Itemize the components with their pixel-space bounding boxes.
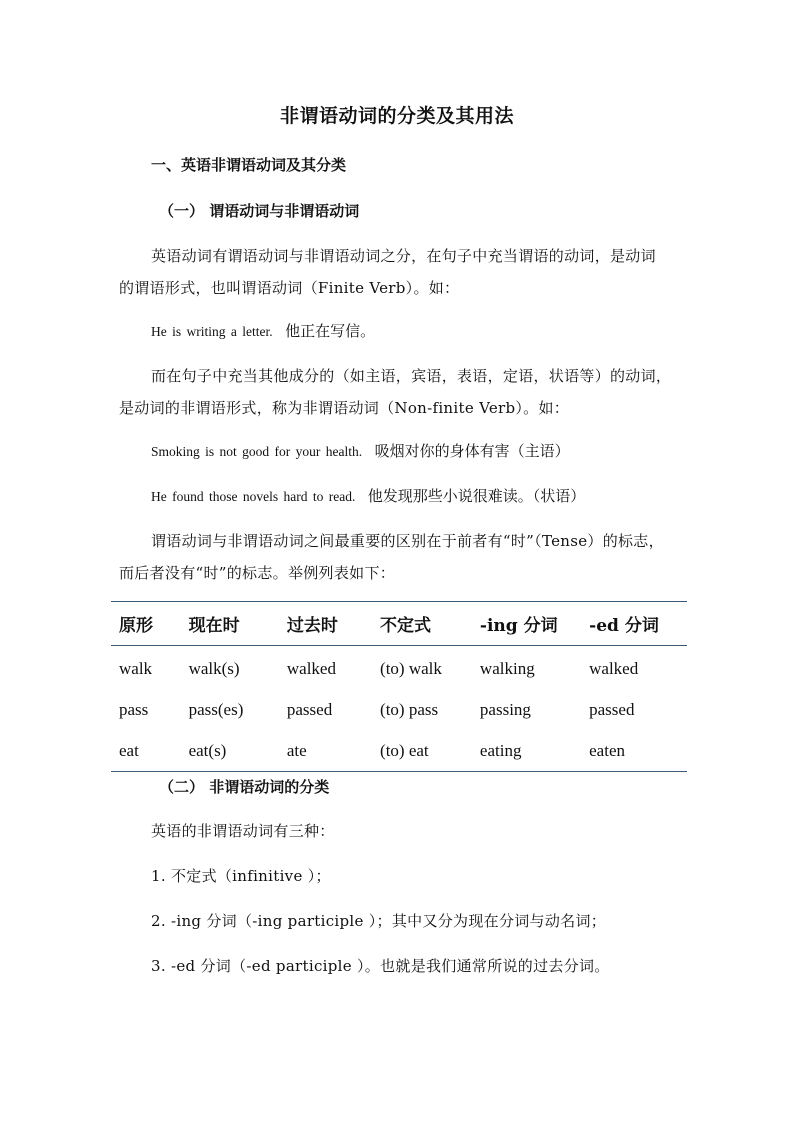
table-header-cell: -ed 分词 <box>589 616 659 636</box>
example-sentence-2 <box>151 441 570 462</box>
subsection-heading-1: （一） 谓语动词与非谓语动词 <box>159 202 360 220</box>
example-1-chinese: 他正在写信。 <box>285 322 376 340</box>
verb-forms-table <box>111 601 687 772</box>
table-cell: eating <box>479 740 522 760</box>
table-cell: pass <box>119 699 149 719</box>
table-cell: walk(s) <box>188 658 240 678</box>
table-header-cell: -ing 分词 <box>479 616 558 636</box>
example-3-chinese: 他发现那些小说很难读。（状语） <box>367 487 586 505</box>
table-cell: pass(es) <box>188 699 244 719</box>
table-cell: (to) walk <box>380 658 442 678</box>
table-cell: eaten <box>589 740 625 760</box>
table-header-cell: 过去时 <box>286 616 338 636</box>
example-1-english: He is writing a letter. <box>151 324 273 339</box>
table-cell: eat <box>119 740 139 760</box>
table-row <box>111 730 687 772</box>
table-row <box>111 689 687 730</box>
example-3-english: He found those novels hard to read. <box>151 489 356 504</box>
table-cell: walked <box>589 658 639 678</box>
example-sentence-3 <box>151 486 585 507</box>
table-header-row <box>111 602 687 646</box>
table-header-cell: 现在时 <box>188 616 240 636</box>
table-cell: (to) eat <box>380 740 429 760</box>
list-item: 2. -ing 分词（-ing participle ）；其中又分为现在分词与动名词； <box>151 912 607 930</box>
document-title: 非谓语动词的分类及其用法 <box>279 105 514 127</box>
example-sentence-1 <box>151 321 375 342</box>
paragraph-2-line-2: 是动词的非谓语形式，称为非谓语动词（Non-finite Verb）。如： <box>119 399 570 417</box>
paragraph-3-line-1: 谓语动词与非谓语动词之间最重要的区别在于前者有“时”（Tense）的标志， <box>151 532 664 550</box>
table-header-cell: 不定式 <box>380 616 432 636</box>
paragraph-1-line-2: 的谓语形式，也叫谓语动词（Finite Verb）。如： <box>119 279 460 297</box>
list-intro: 英语的非谓语动词有三种： <box>151 822 335 840</box>
example-2-english: Smoking is not good for your health. <box>151 444 363 459</box>
subsection-heading-2: （二） 非谓语动词的分类 <box>159 778 330 796</box>
table-cell: passed <box>589 699 635 719</box>
list-item: 1. 不定式（infinitive ）； <box>151 867 331 885</box>
paragraph-3-line-2: 而后者没有“时”的标志。举例列表如下： <box>119 564 396 582</box>
paragraph-2-line-1: 而在句子中充当其他成分的（如主语，宾语，表语，定语，状语等）的动词， <box>151 367 672 385</box>
table-cell: walked <box>286 658 336 678</box>
table-cell: ate <box>286 740 307 760</box>
table-cell: eat(s) <box>188 740 227 760</box>
table-cell: passed <box>286 699 333 719</box>
list-item: 3. -ed 分词（-ed participle ）。也就是我们通常所说的过去分词。 <box>151 957 610 975</box>
paragraph-1-line-1: 英语动词有谓语动词与非谓语动词之分，在句子中充当谓语的动词，是动词 <box>151 247 656 265</box>
table-row <box>111 646 687 690</box>
section-heading: 一、英语非谓语动词及其分类 <box>151 156 347 174</box>
table-header-cell: 原形 <box>119 616 153 636</box>
table-cell: walk <box>119 658 153 678</box>
example-2-chinese: 吸烟对你的身体有害（主语） <box>374 442 570 460</box>
table-cell: passing <box>479 699 531 719</box>
table-cell: walking <box>479 658 535 678</box>
table-cell: (to) pass <box>380 699 439 719</box>
